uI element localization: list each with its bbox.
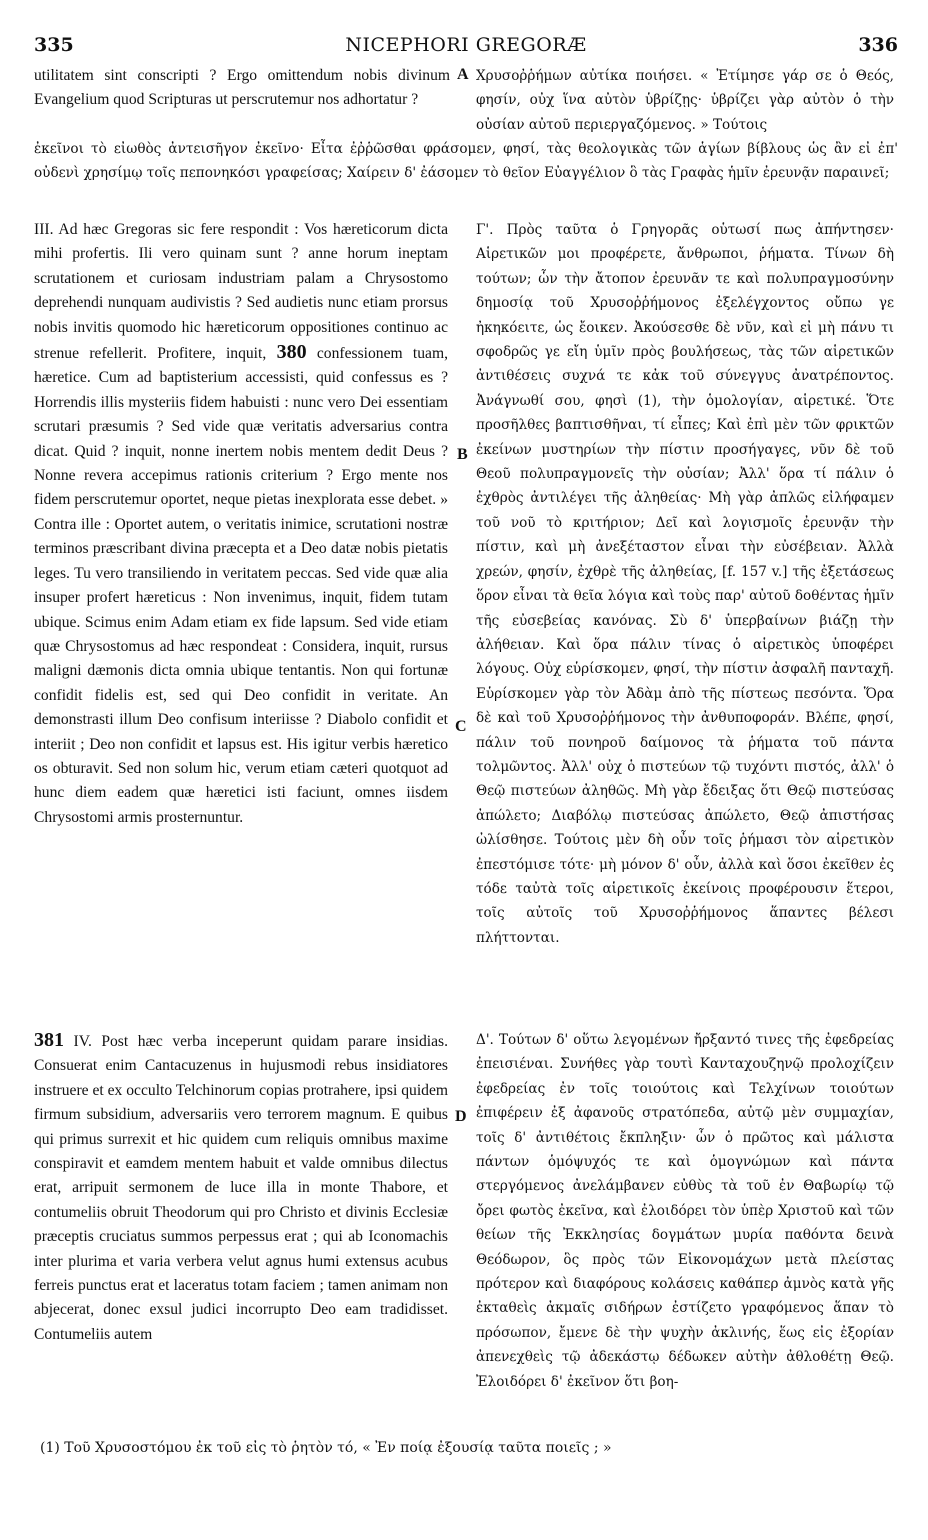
page-number-left: 335 [34,34,74,56]
top-latin-block [34,64,450,113]
margin-number-381: 381 [34,1029,64,1051]
page-number-right: 336 [858,34,898,56]
section-4-greek-paragraph: Δ'. Τούτων δ' οὕτω λεγομένων ἤρξαντό τινες τῆς ἐφεδρείας ἐπεισιέναι. Συνήθες γὰρ τουτὶ Κανταχουζηνῷ προλοχίζειν ἐφεδρείας ἐν τοῖς τοιούτοις καὶ Τελχίνων τοιούτων ἐπιφέρειν ἐξ ἀφανοῦς στρατόπεδα, αὐτῷ μὲν συμμαχίαν, τοῖς δ' ἀντιθέτοις ἔκπληξιν· ὧν ὁ πρῶτος καὶ μάλιστα πάντων ὁμόψυχός τε καὶ ὁμογνώμων καὶ πάντα στεργόμενος ἀνελάμβανεν εὐθὺς τὰ τοῦ ἐν Θαβωρίῳ τῷ ὄρει φωτὸς ἐκεῖνα, καὶ ἐλοιδόρει τὸν ὑπὲρ Χριστοῦ καὶ τῶν θείων τῆς Ἐκκλησίας δογμάτων μυρία παθόντα δεινὰ Θεόδωρον, ὃς πρὸς τῶν Εἰκονομάχων μετὰ πλείστας πρότερον καὶ διαφόρους κολάσεις καθάπερ ἀμνὸς κατὰ γῆς ἐκταθεὶς ἀκμαῖς σιδήρων ἐστίζετο γραφόμενος ἅπαν τὸ πρόσωπον, ἔμενε δὲ τὴν ψυχὴν ἀκλινής, ἕως εἰς ἐξορίαν ἀπενεχθεὶς τῷ ἀδεκάστῳ δέδωκεν αὐτὴν ἀθλοθέτῃ Θεῷ. Ἐλοιδόρει δ' ἐκεῖνον ὅτι βοη- [476,1032,894,1390]
section-3-latin-before: III. Ad hæc Gregoras sic fere respondit : Vos hæreticorum dicta mihi profertis. Ili vero quinam sunt ? anne horum ineptam scrutationem et curiosam industriam palam a Chrysostomo deprehendi nunquam audivistis ? Sed audietis nunc etiam prorsus nobis invitis quomodo hic hæreticorum oppositiones continuo ac strenue refellerit. Profitere, inquit, [34,221,448,363]
margin-marker-b: B [457,446,468,463]
section-4-latin [34,1028,448,1347]
section-3-latin-paragraph [34,218,448,830]
footnote: (1) Τοῦ Χρυσοστόμου ἐκ τοῦ εἰς τὸ ῥητὸν τό, « Ἐν ποίᾳ ἐξουσίᾳ ταῦτα ποιεῖς ; » [40,1440,612,1456]
section-4-greek [476,1028,894,1394]
margin-number-380: 380 [276,341,307,364]
section-4-latin-text: IV. Post hæc verba inceperunt quidam parare insidias. Consuerat enim Cantacuzenus in hujusmodi rebus insidiatores instruere et ex occulto Telchinorum copias protrahere, ipsi quidem firmum subsidium, adversariis vero terrorem magnum. E quibus qui primus surrexit et hic quidem cum reliquis omnibus maxime conspiravit et eamdem mentem habuit et valde omnibus dilectus erat, arripuit sermonem de luce illa in monte Thabore, et contumeliis obruit Theodorum qui pro Christo et divinis Ecclesiæ præceptis cruciatus summos perpessus erat ; qui ab Iconomachis inter plurima et varia verbera velut agnus humi extensus acubus ferreis punctus erat et laceratus totam faciem ; tamen animam non abjecerat, donec exsul judici incorrupto Deo eam tradidisset. Contumeliis autem [34,1033,448,1343]
margin-marker-a: A [457,66,469,83]
section-3-greek [476,218,894,950]
top-greek-text-a: Χρυσοῤῥήμων αὐτίκα ποιήσει. « Ἐτίμησε γάρ σε ὁ Θεός, φησίν, οὐχ ἵνα αὐτὸν ὑβρίζῃς· ὑβρίζει γὰρ αὐτὸν ὁ τὴν οὐσίαν αὐτοῦ περιεργαζόμενος. » Τούτοις [476,68,894,133]
section-3-greek-paragraph: Γ'. Πρὸς ταῦτα ὁ Γρηγορᾶς οὑτωσί πως ἀπήντησεν· Αἱρετικῶν μοι προφέρετε, ἄνθρωποι, ῥήματα. Τίνων δὴ τούτων; ὧν τὴν ἄτοπον ἐρευνᾶν τε καὶ πολυπραγμοσύνην δημοσίᾳ τοῦ Χρυσοῤῥήμονος ἐξελέγχοντος οὔπω γε ἠκηκόειτε, ὡς ἔοικεν. Ἀκούσεσθε δὲ νῦν, καὶ εἰ μὴ πάνυ τι σφοδρῶς γε εἴη ὑμῖν πρὸς βουλήσεως, τὰς τῶν αἱρετικῶν ἀντιθέσεις συχνά τε κἀκ τοῦ σύνεγγυς ἀνατρέποντος. Ἀνάγνωθί σου, φησὶ (1), τὴν ὁμολογίαν, αἱρετικέ. Ὅτε προσῆλθες βαπτισθῆναι, τί εἶπες; Καὶ ἐπὶ μὲν τῶν φρικτῶν ἐκείνων μυστηρίων τὴν πίστιν προσήγαγες, νῦν δὲ τοῦ Θεοῦ πολυπραγμονεῖς τὴν οὐσίαν; Ἀλλ' ὅρα τί πάλιν ὁ ἐχθρὸς ἀντιλέγει τῆς ἀληθείας· Μὴ γὰρ ἀπλῶς εἰλήφαμεν τοῦ νοῦ τὸ κριτήριον; Δεῖ καὶ λογισμοῖς ἐρευνᾷν τὴν πίστιν, καὶ μὴ ἀνεξέταστον εἶναι τὴν εὐσέβειαν. Ἀλλὰ χρεών, φησίν, ἐχθρὲ τῆς ἀληθείας, [f. 157 v.] τῆς ἐξετάσεως ὅρον εἶναι τὰ θεῖα λόγια καὶ τοὺς παρ' αὐτοῦ δοθέντας ἡμῖν τῆς εὐσεβείας κανόνας. Σὺ δ' ὑπερβαίνων βιάζῃ τὴν ἀλήθειαν. Καὶ ὅρα πάλιν τίνας ὁ αἱρετικὸς ὑποφέρει λόγους. Οὐχ εὑρίσκομεν, φησί, τὴν πίστιν ἀσφαλῆ πανταχῆ. Εὑρίσκομεν γὰρ τὸν Ἀδὰμ ἀπὸ τῆς πίστεως πεσόντα. Ὅρα δὲ καὶ τοῦ Χρυσοῤῥήμονος τὴν ἀνθυποφοράν. Βλέπε, φησί, πάλιν τοῦ πονηροῦ δαίμονος τὰ ῥήματα τοῦ πάντα τολμῶντος. Ἀλλ' οὐχ ὁ πιστεύων τῷ τυχόντι πιστός, ἀλλ' ὁ Θεῷ πιστεύων ἀληθῶς. Μὴ γὰρ ἔδειξας ὅτι Θεῷ πιστεύσας ἀπώλετο; Διαβόλῳ πιστεύσας ἀπώλετο, Θεῷ ἀπιστήσας ὠλίσθησε. Τούτοις μὲν δὴ οὖν τοῖς ῥήμασι τὸν αἱρετικὸν ἐπεστόμισε τότε· μὴ μόνον δ' οὖν, ἀλλὰ καὶ ὅσοι ἐκεῖθεν ἐς τόδε ταὐτὰ τοῖς αἱρετικοῖς ἐκείνοις προφέρουσιν ἕτεροι, τοῖς αὐτοῖς τοῦ Χρυσοῤῥήμονος ἅπαντες βέλεσι πλήττονται. [476,222,894,946]
top-greek-block-a [476,64,894,137]
section-3-latin [34,218,448,830]
margin-marker-d: D [455,1108,467,1125]
section-4-latin-paragraph [34,1028,448,1347]
top-latin-text: utilitatem sint conscripti ? Ergo omittendum nobis divinum Evangelium quod Scripturas ut perscrutemur nos adhortatur ? [34,67,450,109]
margin-marker-c: C [455,718,467,735]
running-title: NICEPHORI GREGORÆ [345,34,587,56]
page-header [34,34,898,58]
top-greek-text-b: ἐκεῖνοι τὸ εἰωθὸς ἀντεισῆγον ἐκεῖνο· Εἶτα ἐῤῥῶσθαι φράσομεν, φησί, τὰς θεολογικὰς τῶν ἁγίων βίβλους ὡς ἂν εἰ ἐπ' οὐδενὶ χρησίμῳ τοῖς πεπονηκόσι γραφείσας; Χαίρειν δ' ἐάσομεν τὸ θεῖον Εὐαγγέλιον ὃ τὰς Γραφὰς ἡμῖν ἐρευνᾷν παραινεῖ; [34,141,898,182]
section-3-latin-after: confessionem tuam, hæretice. Cum ad baptisterium accessisti, quid confessus es ? Horrendis illis mysteriis fidem habuisti : nunc vero Dei essentiam scrutari præsumis ? Sed vide quæ veritatis adversarius contra dicat. Quid ? inquit, nonne inertem nobis mentem dedit Deus ? Nonne revera accepimus rationis criterium ? Ergo mente nos fidem perscrutemur oportet, neque pietas inexplorata esse debet. » Contra ille : Oportet autem, o veritatis inimice, scrutationi nostræ terminos præscribant divina præcepta et a Deo datæ nobis pietatis leges. Tu vero transiliendo in veritatem peccas. Sed vide quæ alia insuper profert hæreticus : Non invenimus, inquit, fidem tutam ubique. Scimus enim Adam etiam ex fide lapsum. Sed vide etiam quæ Chrysostomus ad hæc respondeat : Considera, inquit, rursus maligni dæmonis dicta omnia ubique tentantis. Non qui fortunæ confidit fidelis est, sed qui Deo confidit in veritate. An demonstrasti illum Deo confisum interiisse ? Diabolo confidit et interiit ; Deo non confidit et lapsus est. His igitur verbis hæretico os obturavit. Sed non solum hic, verum etiam cæteri quotquot ad hunc diem eadem quæ hæretici isti faciunt, omnes iisdem Chrysostomi armis prosternuntur. [34,345,448,826]
top-greek-block-b [34,137,898,186]
